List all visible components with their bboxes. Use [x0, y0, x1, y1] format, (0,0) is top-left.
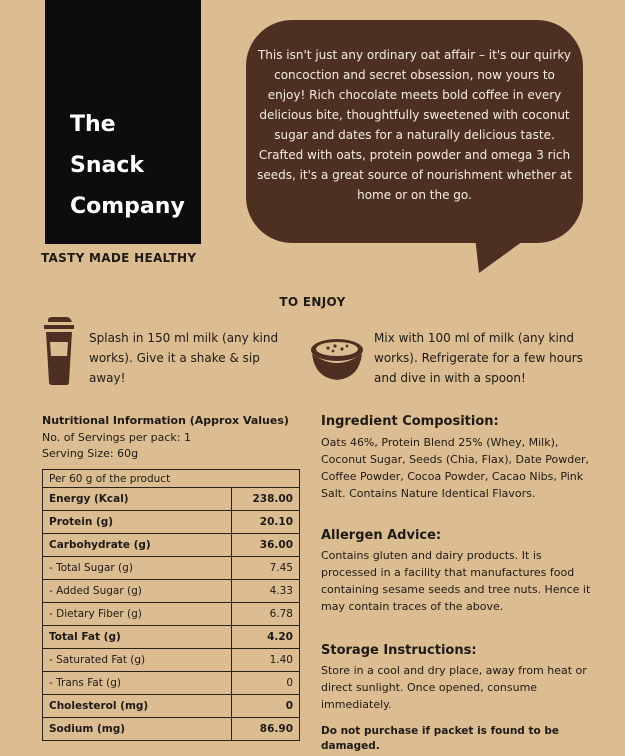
brand-name — [70, 104, 185, 227]
nutrient-label: Carbohydrate (g) — [43, 534, 232, 557]
table-row — [43, 603, 300, 626]
step-refrigerate-text: Mix with 100 ml of milk (any kind works). Refrigerate for a few hours and dive in with a spoon! — [374, 331, 583, 385]
nutrient-label: Cholesterol (mg) — [43, 695, 232, 718]
table-row — [43, 695, 300, 718]
nutrient-value: 4.33 — [232, 580, 300, 603]
nutrient-label: Protein (g) — [43, 511, 232, 534]
brand-name-line: Snack — [70, 153, 145, 178]
table-row — [43, 649, 300, 672]
ingredients-text: Oats 46%, Protein Blend 25% (Whey, Milk), Coconut Sugar, Seeds (Chia, Flax), Date Powder, Coffee Powder, Cocoa Powder, Cacao Nibs, Pink Salt. Contains Nature Identical Flavors. — [321, 436, 590, 500]
ingredients-title: Ingredient Composition: — [321, 414, 499, 429]
nutrient-label: - Total Sugar (g) — [43, 557, 232, 580]
nutrition-title: Nutritional Information (Approx Values) — [42, 414, 289, 427]
servings-per-pack: No. of Servings per pack: 1 — [42, 431, 191, 444]
table-row — [43, 557, 300, 580]
nutrient-value: 0 — [232, 695, 300, 718]
brand-name-line: The — [70, 112, 116, 137]
allergen-title: Allergen Advice: — [321, 528, 442, 543]
nutrient-value: 238.00 — [232, 488, 300, 511]
bowl-icon — [309, 336, 365, 384]
step-shake-text: Splash in 150 ml milk (any kind works). Give it a shake & sip away! — [89, 331, 279, 385]
nutrient-label: Sodium (mg) — [43, 718, 232, 741]
nutrient-value: 36.00 — [232, 534, 300, 557]
nutrient-label: Total Fat (g) — [43, 626, 232, 649]
table-row — [43, 534, 300, 557]
table-row — [43, 626, 300, 649]
allergen-text: Contains gluten and dairy products. It is processed in a facility that manufactures food containing sesame seeds and tree nuts. Hence it may contain traces of the above. — [321, 549, 591, 613]
storage-title: Storage Instructions: — [321, 643, 477, 658]
serving-size: Serving Size: 60g — [42, 447, 139, 460]
nutrient-value: 20.10 — [232, 511, 300, 534]
table-row — [43, 580, 300, 603]
to-enjoy-title: TO ENJOY — [279, 295, 346, 309]
speech-bubble-tail-icon — [475, 236, 535, 276]
brand-name-line: Company — [70, 194, 185, 219]
storage-text: Store in a cool and dry place, away from heat or direct sunlight. Once opened, consume immediately. — [321, 664, 587, 711]
table-row — [43, 672, 300, 695]
brand-logo — [45, 0, 201, 244]
nutrient-label: - Trans Fat (g) — [43, 672, 232, 695]
nutrient-label: - Dietary Fiber (g) — [43, 603, 232, 626]
product-description: This isn't just any ordinary oat affair – it's our quirky concoction and secret obsession, now yours to enjoy! Rich chocolate meets bold coffee in every delicious bite, thoughtfully sweetened with coconut sugar and dates for a naturally delicious taste. Crafted with oats, protein powder and omega 3 rich seeds, it's a great source of nourishment whether at home or on the go. — [257, 48, 572, 202]
damage-warning: Do not purchase if packet is found to be damaged. — [321, 725, 560, 752]
table-row — [43, 511, 300, 534]
shaker-bottle-icon — [38, 316, 80, 388]
table-row — [43, 718, 300, 741]
nutrient-value: 1.40 — [232, 649, 300, 672]
nutrient-value: 6.78 — [232, 603, 300, 626]
brand-tagline: TASTY MADE HEALTHY — [41, 251, 197, 265]
nutrient-value: 4.20 — [232, 626, 300, 649]
nutrition-table-body — [43, 488, 300, 741]
table-header: Per 60 g of the product — [43, 470, 300, 488]
description-bubble — [246, 20, 583, 243]
nutrient-value: 86.90 — [232, 718, 300, 741]
table-row — [43, 470, 300, 488]
nutrition-table — [42, 469, 300, 741]
nutrient-value: 7.45 — [232, 557, 300, 580]
nutrient-label: - Added Sugar (g) — [43, 580, 232, 603]
nutrient-label: - Saturated Fat (g) — [43, 649, 232, 672]
nutrient-label: Energy (Kcal) — [43, 488, 232, 511]
nutrient-value: 0 — [232, 672, 300, 695]
table-row — [43, 488, 300, 511]
